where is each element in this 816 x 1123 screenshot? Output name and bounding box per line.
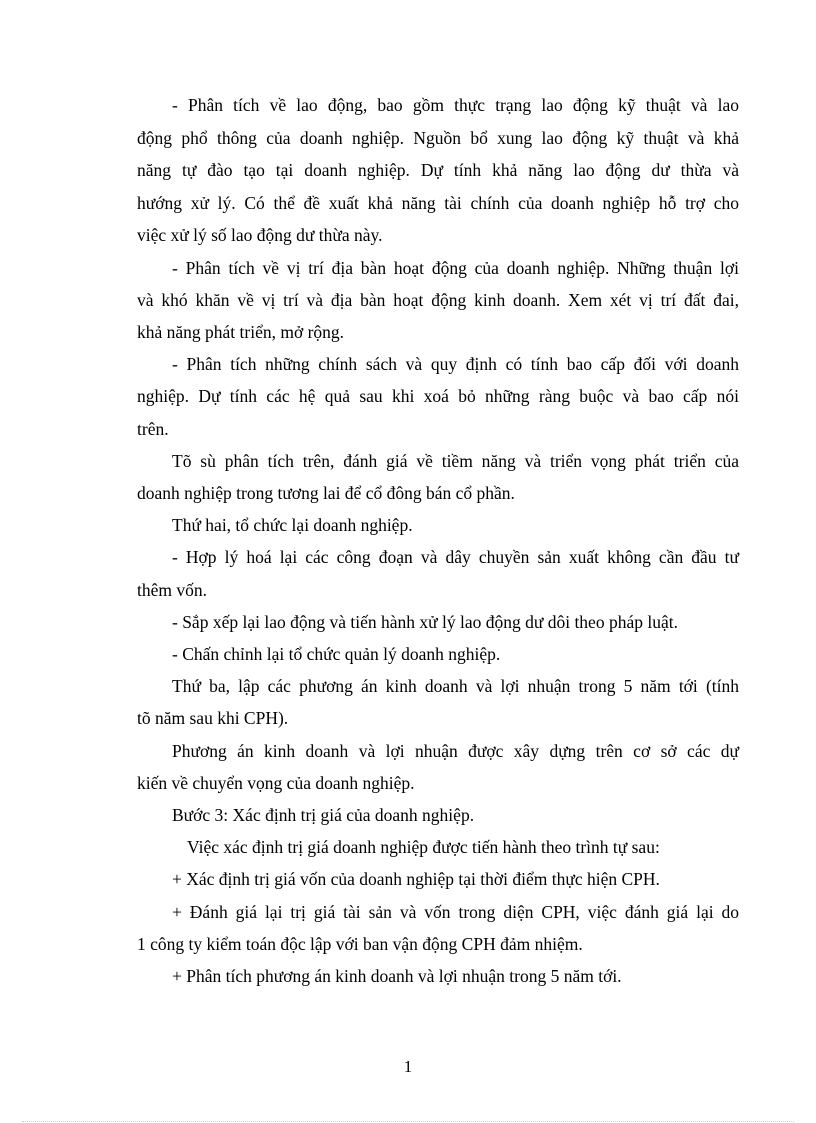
text-line: Tõ sù phân tích trên, đánh giá về tiềm năng và triển vọng phát triển của [172,451,739,471]
text-line: khả năng phát triển, mở rộng. [137,322,345,342]
footer-divider [22,1121,794,1122]
text-line: hướng xử lý. Có thể đề xuất khả năng tài chính của doanh nghiệp hỗ trợ cho [137,193,739,213]
page-number: 1 [403,1057,413,1076]
text-line: năng tự đào tạo tại doanh nghiệp. Dự tính khả năng lao động dư thừa và [137,160,739,180]
text-line: - Hợp lý hoá lại các công đoạn và dây chuyền sản xuất không cần đầu tư [172,547,739,567]
text-line: Thứ ba, lập các phương án kinh doanh và lợi nhuận trong 5 năm tới (tính [172,676,739,696]
text-line: - Chấn chỉnh lại tổ chức quản lý doanh nghiệp. [172,644,501,664]
text-line: Việc xác định trị giá doanh nghiệp được tiến hành theo trình tự sau: [187,837,660,857]
text-line: động phổ thông của doanh nghiệp. Nguồn bổ xung lao động kỹ thuật và khả [137,128,739,148]
text-line: + Đánh giá lại trị giá tài sản và vốn trong diện CPH, việc đánh giá lại do [172,902,739,922]
text-line: + Xác định trị giá vốn của doanh nghiệp tại thời điểm thực hiện CPH. [172,869,660,889]
text-line: việc xử lý số lao động dư thừa này. [137,225,383,245]
text-line: Bước 3: Xác định trị giá của doanh nghiệp. [172,805,475,825]
text-line: Thứ hai, tổ chức lại doanh nghiệp. [172,515,413,535]
text-line: + Phân tích phương án kinh doanh và lợi nhuận trong 5 năm tới. [172,966,622,986]
text-line: nghiệp. Dự tính các hệ quả sau khi xoá bỏ những ràng buộc và bao cấp nói [137,386,739,406]
text-line: - Phân tích về lao động, bao gồm thực trạng lao động kỹ thuật và lao [172,95,739,115]
text-line: 1 công ty kiểm toán độc lập với ban vận động CPH đảm nhiệm. [137,934,583,954]
text-line: tõ năm sau khi CPH). [137,708,289,728]
text-line: kiến về chuyển vọng của doanh nghiệp. [137,773,415,793]
text-line: - Phân tích những chính sách và quy định có tính bao cấp đối với doanh [172,354,739,374]
text-line: trên. [137,419,169,439]
text-line: Phương án kinh doanh và lợi nhuận được xây dựng trên cơ sở các dự [172,741,739,761]
text-line: - Phân tích về vị trí địa bàn hoạt động của doanh nghiệp. Những thuận lợi [172,258,739,278]
text-line: thêm vốn. [137,580,207,600]
text-line: và khó khăn về vị trí và địa bàn hoạt động kinh doanh. Xem xét vị trí đất đai, [137,290,739,310]
text-line: - Sắp xếp lại lao động và tiến hành xử lý lao động dư dôi theo pháp luật. [172,612,678,632]
text-line: doanh nghiệp trong tương lai để cổ đông bán cổ phần. [137,483,515,503]
